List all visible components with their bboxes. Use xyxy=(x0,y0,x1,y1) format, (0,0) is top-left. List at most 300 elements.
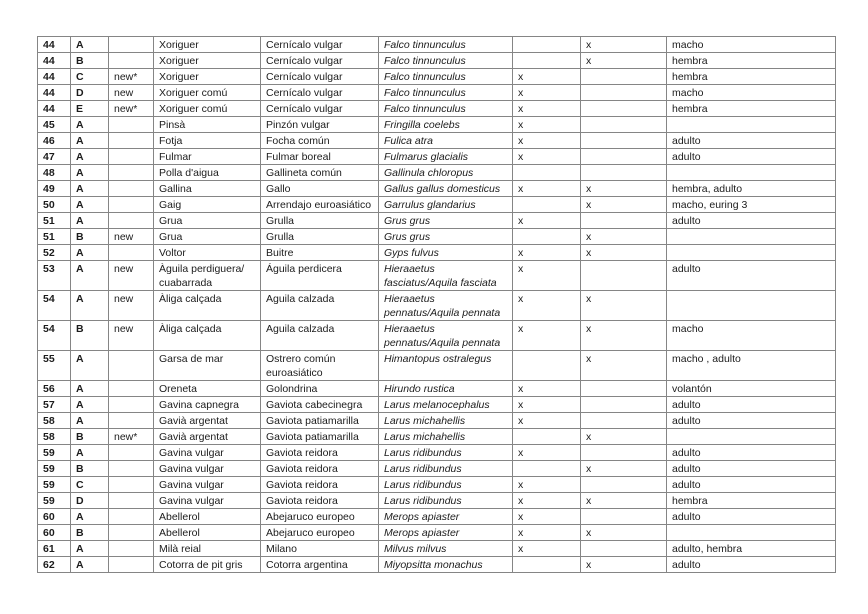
cell-mark-1 xyxy=(513,461,581,477)
cell-catalan-name: Gavina capnegra xyxy=(154,397,261,413)
cell-new-flag: new xyxy=(109,229,154,245)
cell-scientific-name: Miyopsitta monachus xyxy=(379,557,513,573)
table-row xyxy=(38,69,836,85)
table-row xyxy=(38,461,836,477)
cell-series-letter: A xyxy=(71,397,109,413)
cell-catalan-name: Abellerol xyxy=(154,509,261,525)
cell-series-letter: A xyxy=(71,213,109,229)
cell-sex-age-notes: adulto xyxy=(667,261,836,291)
cell-mark-1: x xyxy=(513,509,581,525)
table-row xyxy=(38,321,836,351)
cell-scientific-name: Larus michahellis xyxy=(379,413,513,429)
cell-scientific-name: Larus ridibundus xyxy=(379,445,513,461)
cell-new-flag xyxy=(109,493,154,509)
cell-new-flag xyxy=(109,413,154,429)
table-row xyxy=(38,477,836,493)
cell-id: 59 xyxy=(38,461,71,477)
cell-mark-2 xyxy=(581,165,667,181)
cell-mark-1 xyxy=(513,53,581,69)
cell-mark-1: x xyxy=(513,525,581,541)
cell-mark-1: x xyxy=(513,85,581,101)
cell-sex-age-notes xyxy=(667,429,836,445)
cell-scientific-name: Falco tinnunculus xyxy=(379,37,513,53)
cell-id: 45 xyxy=(38,117,71,133)
cell-id: 46 xyxy=(38,133,71,149)
table-row xyxy=(38,445,836,461)
cell-mark-2: x xyxy=(581,351,667,381)
cell-mark-2: x xyxy=(581,291,667,321)
cell-mark-1: x xyxy=(513,291,581,321)
cell-sex-age-notes: hembra xyxy=(667,69,836,85)
cell-mark-2: x xyxy=(581,493,667,509)
cell-scientific-name: Merops apiaster xyxy=(379,509,513,525)
cell-new-flag xyxy=(109,445,154,461)
cell-id: 61 xyxy=(38,541,71,557)
cell-new-flag xyxy=(109,397,154,413)
cell-mark-2: x xyxy=(581,557,667,573)
cell-sex-age-notes: hembra xyxy=(667,101,836,117)
cell-spanish-name: Milano xyxy=(261,541,379,557)
cell-catalan-name: Gaig xyxy=(154,197,261,213)
cell-series-letter: A xyxy=(71,149,109,165)
table-row xyxy=(38,181,836,197)
cell-series-letter: A xyxy=(71,37,109,53)
cell-sex-age-notes xyxy=(667,117,836,133)
cell-mark-2 xyxy=(581,133,667,149)
cell-new-flag xyxy=(109,53,154,69)
cell-id: 44 xyxy=(38,85,71,101)
cell-series-letter: A xyxy=(71,509,109,525)
cell-series-letter: E xyxy=(71,101,109,117)
cell-new-flag xyxy=(109,149,154,165)
cell-series-letter: B xyxy=(71,525,109,541)
cell-mark-1: x xyxy=(513,181,581,197)
cell-scientific-name: Garrulus glandarius xyxy=(379,197,513,213)
cell-mark-2 xyxy=(581,213,667,229)
cell-mark-2: x xyxy=(581,197,667,213)
cell-id: 48 xyxy=(38,165,71,181)
cell-id: 59 xyxy=(38,493,71,509)
cell-catalan-name: Xoriguer comú xyxy=(154,101,261,117)
cell-series-letter: B xyxy=(71,429,109,445)
cell-series-letter: A xyxy=(71,133,109,149)
cell-new-flag xyxy=(109,477,154,493)
cell-catalan-name: Grua xyxy=(154,229,261,245)
table-row xyxy=(38,197,836,213)
cell-mark-1: x xyxy=(513,69,581,85)
cell-id: 44 xyxy=(38,37,71,53)
cell-mark-2 xyxy=(581,85,667,101)
cell-scientific-name: Falco tinnunculus xyxy=(379,101,513,117)
cell-mark-2 xyxy=(581,381,667,397)
cell-id: 44 xyxy=(38,101,71,117)
cell-mark-1 xyxy=(513,197,581,213)
cell-id: 51 xyxy=(38,213,71,229)
cell-spanish-name: Aguila calzada xyxy=(261,291,379,321)
cell-sex-age-notes: adulto xyxy=(667,397,836,413)
cell-mark-2: x xyxy=(581,53,667,69)
cell-catalan-name: Garsa de mar xyxy=(154,351,261,381)
cell-mark-1: x xyxy=(513,245,581,261)
cell-id: 58 xyxy=(38,413,71,429)
cell-mark-2: x xyxy=(581,525,667,541)
cell-spanish-name: Grulla xyxy=(261,213,379,229)
table-row xyxy=(38,413,836,429)
cell-sex-age-notes: macho xyxy=(667,321,836,351)
cell-sex-age-notes: adulto xyxy=(667,149,836,165)
cell-new-flag: new* xyxy=(109,101,154,117)
cell-sex-age-notes: adulto xyxy=(667,413,836,429)
cell-mark-1: x xyxy=(513,321,581,351)
cell-sex-age-notes: macho xyxy=(667,85,836,101)
cell-series-letter: B xyxy=(71,53,109,69)
cell-scientific-name: Milvus milvus xyxy=(379,541,513,557)
cell-spanish-name: Fulmar boreal xyxy=(261,149,379,165)
cell-new-flag: new xyxy=(109,291,154,321)
cell-sex-age-notes xyxy=(667,291,836,321)
cell-catalan-name: Gavina vulgar xyxy=(154,445,261,461)
cell-mark-2 xyxy=(581,261,667,291)
cell-catalan-name: Gavià argentat xyxy=(154,413,261,429)
cell-spanish-name: Pinzón vulgar xyxy=(261,117,379,133)
table-row xyxy=(38,557,836,573)
cell-spanish-name: Golondrina xyxy=(261,381,379,397)
cell-id: 53 xyxy=(38,261,71,291)
cell-scientific-name: Falco tinnunculus xyxy=(379,85,513,101)
cell-id: 62 xyxy=(38,557,71,573)
cell-series-letter: D xyxy=(71,85,109,101)
cell-mark-1: x xyxy=(513,381,581,397)
cell-id: 50 xyxy=(38,197,71,213)
cell-catalan-name: Abellerol xyxy=(154,525,261,541)
cell-sex-age-notes: adulto xyxy=(667,461,836,477)
cell-mark-1: x xyxy=(513,493,581,509)
cell-scientific-name: Hieraaetus fasciatus/Aquila fasciata xyxy=(379,261,513,291)
cell-spanish-name: Gallineta común xyxy=(261,165,379,181)
cell-sex-age-notes: macho xyxy=(667,37,836,53)
cell-id: 60 xyxy=(38,525,71,541)
cell-spanish-name: Cernícalo vulgar xyxy=(261,37,379,53)
cell-spanish-name: Cotorra argentina xyxy=(261,557,379,573)
cell-sex-age-notes xyxy=(667,165,836,181)
cell-id: 55 xyxy=(38,351,71,381)
cell-scientific-name: Fulica atra xyxy=(379,133,513,149)
cell-mark-2: x xyxy=(581,429,667,445)
cell-mark-2 xyxy=(581,477,667,493)
cell-spanish-name: Abejaruco europeo xyxy=(261,525,379,541)
cell-series-letter: D xyxy=(71,493,109,509)
cell-sex-age-notes: adulto xyxy=(667,133,836,149)
cell-mark-1: x xyxy=(513,117,581,133)
cell-series-letter: A xyxy=(71,165,109,181)
cell-sex-age-notes: hembra, adulto xyxy=(667,181,836,197)
cell-mark-1 xyxy=(513,557,581,573)
cell-mark-2: x xyxy=(581,245,667,261)
cell-catalan-name: Grua xyxy=(154,213,261,229)
cell-scientific-name: Fulmarus glacialis xyxy=(379,149,513,165)
cell-sex-age-notes: hembra xyxy=(667,493,836,509)
cell-catalan-name: Fotja xyxy=(154,133,261,149)
cell-new-flag: new xyxy=(109,261,154,291)
cell-sex-age-notes xyxy=(667,525,836,541)
cell-spanish-name: Cernícalo vulgar xyxy=(261,69,379,85)
table-row xyxy=(38,149,836,165)
cell-sex-age-notes: adulto, hembra xyxy=(667,541,836,557)
cell-new-flag xyxy=(109,351,154,381)
cell-mark-2: x xyxy=(581,181,667,197)
cell-new-flag xyxy=(109,381,154,397)
cell-catalan-name: Àliga calçada xyxy=(154,321,261,351)
species-table xyxy=(37,36,836,573)
cell-mark-2 xyxy=(581,509,667,525)
cell-new-flag xyxy=(109,197,154,213)
table-row xyxy=(38,509,836,525)
cell-series-letter: A xyxy=(71,445,109,461)
cell-catalan-name: Gavina vulgar xyxy=(154,477,261,493)
cell-mark-1: x xyxy=(513,213,581,229)
cell-scientific-name: Gallinula chloropus xyxy=(379,165,513,181)
cell-scientific-name: Himantopus ostralegus xyxy=(379,351,513,381)
cell-spanish-name: Abejaruco europeo xyxy=(261,509,379,525)
cell-new-flag: new* xyxy=(109,69,154,85)
cell-mark-1 xyxy=(513,229,581,245)
cell-id: 51 xyxy=(38,229,71,245)
cell-catalan-name: Polla d'aigua xyxy=(154,165,261,181)
cell-spanish-name: Aguila calzada xyxy=(261,321,379,351)
cell-scientific-name: Fringilla coelebs xyxy=(379,117,513,133)
table-row xyxy=(38,525,836,541)
cell-new-flag xyxy=(109,541,154,557)
cell-sex-age-notes: adulto xyxy=(667,509,836,525)
cell-id: 49 xyxy=(38,181,71,197)
table-row xyxy=(38,541,836,557)
cell-mark-2: x xyxy=(581,37,667,53)
cell-series-letter: A xyxy=(71,541,109,557)
cell-id: 58 xyxy=(38,429,71,445)
cell-catalan-name: Xoriguer comú xyxy=(154,85,261,101)
cell-scientific-name: Gallus gallus domesticus xyxy=(379,181,513,197)
cell-catalan-name: Xoriguer xyxy=(154,53,261,69)
cell-new-flag xyxy=(109,245,154,261)
cell-spanish-name: Gaviota cabecinegra xyxy=(261,397,379,413)
cell-mark-1 xyxy=(513,165,581,181)
cell-series-letter: A xyxy=(71,291,109,321)
cell-new-flag: new xyxy=(109,85,154,101)
table-row xyxy=(38,85,836,101)
cell-spanish-name: Gaviota patiamarilla xyxy=(261,413,379,429)
table-row xyxy=(38,351,836,381)
cell-mark-2 xyxy=(581,541,667,557)
cell-series-letter: B xyxy=(71,321,109,351)
cell-mark-2 xyxy=(581,413,667,429)
cell-scientific-name: Larus michahellis xyxy=(379,429,513,445)
cell-sex-age-notes: volantón xyxy=(667,381,836,397)
table-row xyxy=(38,261,836,291)
cell-mark-2: x xyxy=(581,461,667,477)
cell-catalan-name: Gavina vulgar xyxy=(154,493,261,509)
cell-spanish-name: Ostrero común euroasiático xyxy=(261,351,379,381)
table-row xyxy=(38,101,836,117)
cell-mark-1: x xyxy=(513,149,581,165)
cell-scientific-name: Larus ridibundus xyxy=(379,461,513,477)
cell-sex-age-notes: macho, euring 3 xyxy=(667,197,836,213)
cell-catalan-name: Gallina xyxy=(154,181,261,197)
cell-sex-age-notes: adulto xyxy=(667,557,836,573)
table-row xyxy=(38,133,836,149)
cell-spanish-name: Cernícalo vulgar xyxy=(261,101,379,117)
cell-series-letter: A xyxy=(71,245,109,261)
cell-mark-1: x xyxy=(513,477,581,493)
cell-scientific-name: Falco tinnunculus xyxy=(379,53,513,69)
table-row xyxy=(38,229,836,245)
cell-mark-1 xyxy=(513,37,581,53)
cell-scientific-name: Larus melanocephalus xyxy=(379,397,513,413)
cell-spanish-name: Gaviota reidora xyxy=(261,477,379,493)
cell-series-letter: B xyxy=(71,229,109,245)
cell-new-flag xyxy=(109,213,154,229)
cell-scientific-name: Hieraaetus pennatus/Aquila pennata xyxy=(379,291,513,321)
cell-new-flag xyxy=(109,181,154,197)
cell-spanish-name: Gaviota patiamarilla xyxy=(261,429,379,445)
cell-mark-1: x xyxy=(513,445,581,461)
cell-id: 57 xyxy=(38,397,71,413)
cell-id: 47 xyxy=(38,149,71,165)
cell-scientific-name: Hieraaetus pennatus/Aquila pennata xyxy=(379,321,513,351)
table-row xyxy=(38,37,836,53)
cell-mark-1: x xyxy=(513,397,581,413)
cell-id: 59 xyxy=(38,445,71,461)
table-row xyxy=(38,397,836,413)
table-row xyxy=(38,245,836,261)
cell-new-flag xyxy=(109,37,154,53)
cell-scientific-name: Hirundo rustica xyxy=(379,381,513,397)
table-row xyxy=(38,165,836,181)
cell-id: 59 xyxy=(38,477,71,493)
cell-series-letter: A xyxy=(71,197,109,213)
cell-mark-1: x xyxy=(513,413,581,429)
cell-sex-age-notes: macho , adulto xyxy=(667,351,836,381)
cell-scientific-name: Larus ridibundus xyxy=(379,477,513,493)
table-row xyxy=(38,213,836,229)
cell-mark-1 xyxy=(513,429,581,445)
cell-series-letter: A xyxy=(71,381,109,397)
cell-sex-age-notes: adulto xyxy=(667,445,836,461)
cell-catalan-name: Àguila perdiguera/ cuabarrada xyxy=(154,261,261,291)
cell-catalan-name: Fulmar xyxy=(154,149,261,165)
cell-new-flag xyxy=(109,525,154,541)
cell-id: 44 xyxy=(38,69,71,85)
cell-catalan-name: Gavina vulgar xyxy=(154,461,261,477)
cell-mark-2 xyxy=(581,397,667,413)
cell-scientific-name: Larus ridibundus xyxy=(379,493,513,509)
cell-id: 52 xyxy=(38,245,71,261)
cell-scientific-name: Gyps fulvus xyxy=(379,245,513,261)
cell-spanish-name: Focha común xyxy=(261,133,379,149)
cell-series-letter: A xyxy=(71,181,109,197)
cell-spanish-name: Grulla xyxy=(261,229,379,245)
cell-mark-1: x xyxy=(513,541,581,557)
cell-mark-1: x xyxy=(513,133,581,149)
cell-spanish-name: Águila perdicera xyxy=(261,261,379,291)
table-row xyxy=(38,291,836,321)
cell-mark-2: x xyxy=(581,229,667,245)
cell-scientific-name: Merops apiaster xyxy=(379,525,513,541)
cell-spanish-name: Cernícalo vulgar xyxy=(261,85,379,101)
table-row xyxy=(38,381,836,397)
cell-scientific-name: Grus grus xyxy=(379,229,513,245)
table-row xyxy=(38,117,836,133)
cell-sex-age-notes xyxy=(667,245,836,261)
cell-series-letter: B xyxy=(71,461,109,477)
cell-mark-2 xyxy=(581,149,667,165)
cell-sex-age-notes xyxy=(667,229,836,245)
cell-catalan-name: Cotorra de pit gris xyxy=(154,557,261,573)
cell-sex-age-notes: adulto xyxy=(667,213,836,229)
cell-id: 44 xyxy=(38,53,71,69)
cell-new-flag xyxy=(109,117,154,133)
cell-mark-2 xyxy=(581,69,667,85)
cell-mark-1: x xyxy=(513,261,581,291)
cell-id: 54 xyxy=(38,321,71,351)
cell-new-flag: new* xyxy=(109,429,154,445)
cell-new-flag xyxy=(109,165,154,181)
cell-catalan-name: Pinsà xyxy=(154,117,261,133)
cell-catalan-name: Xoriguer xyxy=(154,37,261,53)
cell-spanish-name: Arrendajo euroasiático xyxy=(261,197,379,213)
cell-catalan-name: Gavià argentat xyxy=(154,429,261,445)
cell-new-flag xyxy=(109,461,154,477)
cell-mark-1 xyxy=(513,351,581,381)
cell-catalan-name: Voltor xyxy=(154,245,261,261)
cell-spanish-name: Gaviota reidora xyxy=(261,493,379,509)
cell-spanish-name: Gallo xyxy=(261,181,379,197)
cell-catalan-name: Àliga calçada xyxy=(154,291,261,321)
cell-spanish-name: Gaviota reidora xyxy=(261,445,379,461)
cell-id: 54 xyxy=(38,291,71,321)
cell-mark-2 xyxy=(581,445,667,461)
cell-series-letter: A xyxy=(71,117,109,133)
cell-mark-1: x xyxy=(513,101,581,117)
table-row xyxy=(38,53,836,69)
cell-series-letter: C xyxy=(71,69,109,85)
table-row xyxy=(38,493,836,509)
cell-spanish-name: Cernícalo vulgar xyxy=(261,53,379,69)
cell-scientific-name: Grus grus xyxy=(379,213,513,229)
cell-catalan-name: Xoriguer xyxy=(154,69,261,85)
cell-mark-2 xyxy=(581,117,667,133)
cell-catalan-name: Milà reial xyxy=(154,541,261,557)
cell-catalan-name: Oreneta xyxy=(154,381,261,397)
cell-new-flag xyxy=(109,557,154,573)
cell-spanish-name: Gaviota reidora xyxy=(261,461,379,477)
cell-series-letter: A xyxy=(71,413,109,429)
cell-sex-age-notes: adulto xyxy=(667,477,836,493)
cell-new-flag xyxy=(109,509,154,525)
cell-mark-2 xyxy=(581,101,667,117)
cell-id: 60 xyxy=(38,509,71,525)
cell-new-flag xyxy=(109,133,154,149)
cell-series-letter: C xyxy=(71,477,109,493)
cell-mark-2: x xyxy=(581,321,667,351)
cell-new-flag: new xyxy=(109,321,154,351)
cell-spanish-name: Buitre xyxy=(261,245,379,261)
cell-scientific-name: Falco tinnunculus xyxy=(379,69,513,85)
cell-sex-age-notes: hembra xyxy=(667,53,836,69)
species-table-body xyxy=(38,37,836,573)
table-row xyxy=(38,429,836,445)
cell-id: 56 xyxy=(38,381,71,397)
cell-series-letter: A xyxy=(71,557,109,573)
